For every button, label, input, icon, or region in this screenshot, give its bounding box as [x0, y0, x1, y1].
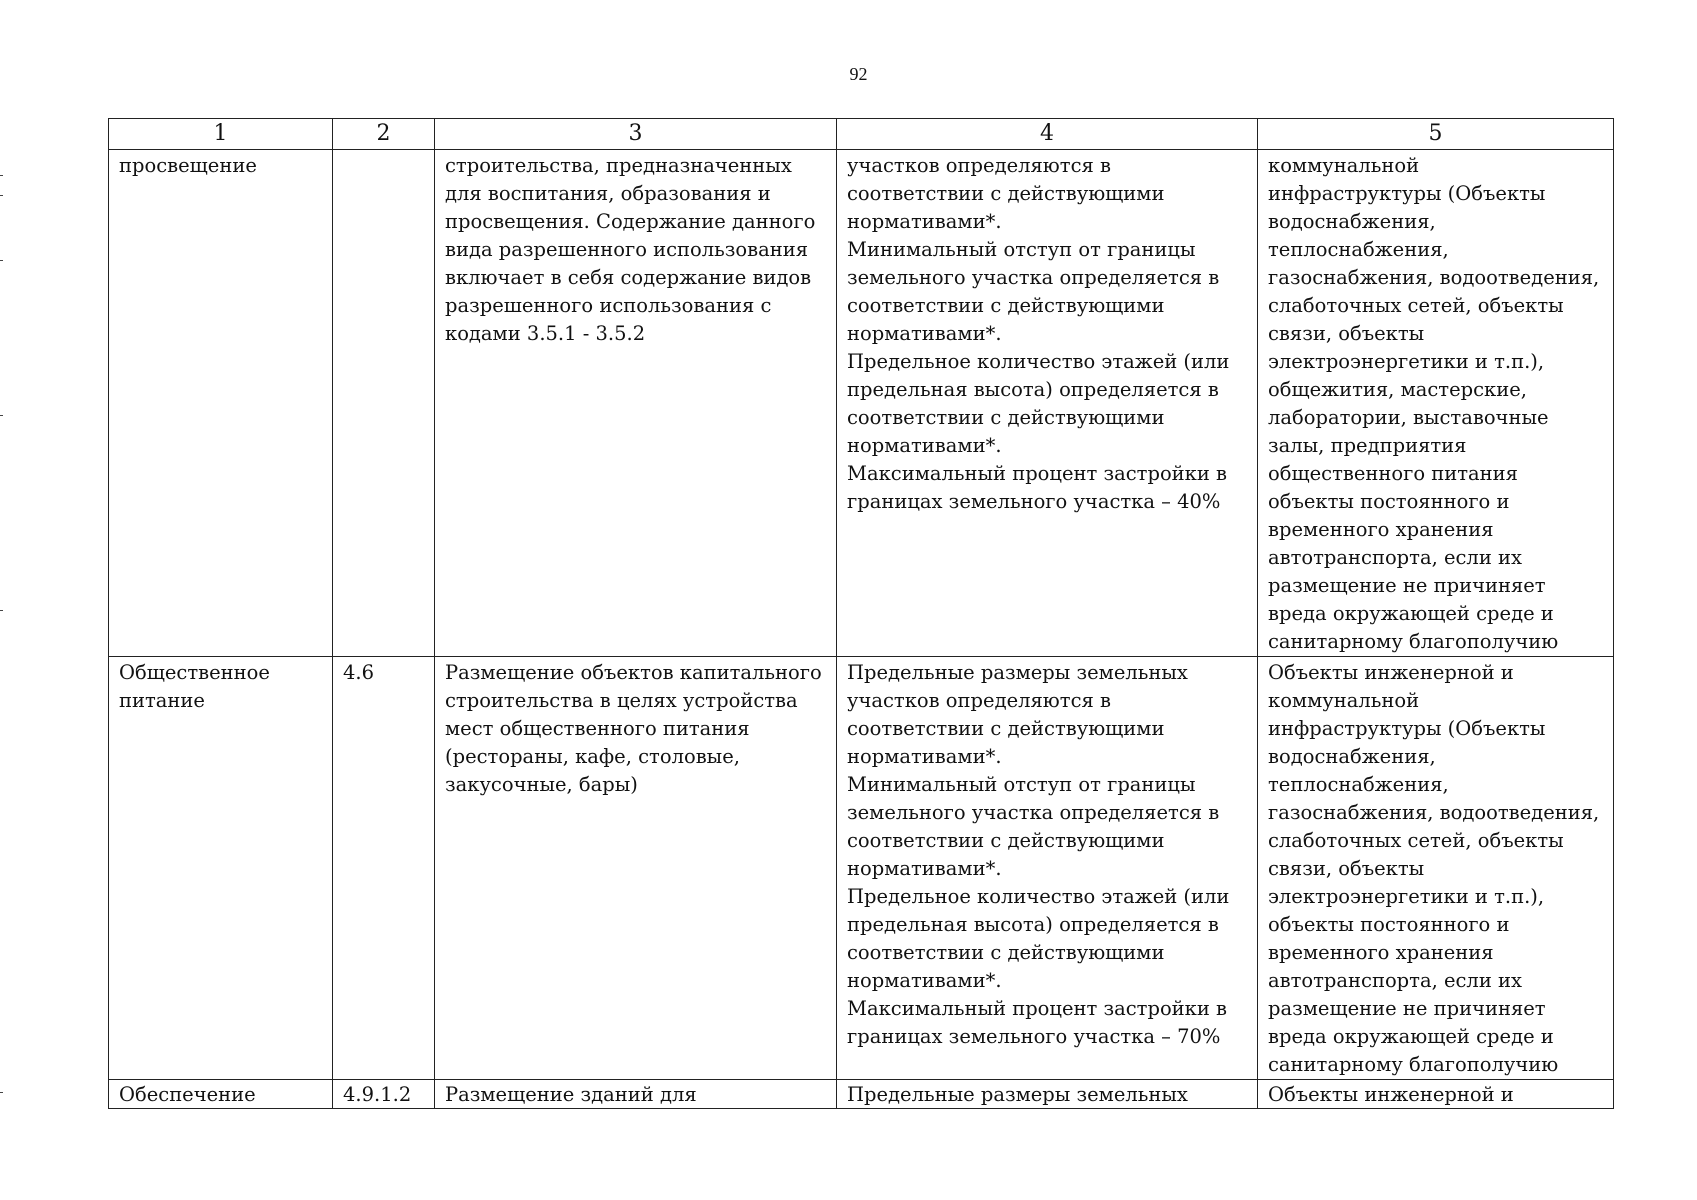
use-type-name: просвещение: [109, 150, 333, 657]
use-type-name: Общественное питание: [109, 657, 333, 1080]
column-header-3: 3: [435, 119, 837, 150]
use-type-parameters: участков определяются в соответствии с действующими нормативами*. Минимальный отступ от границы земельного участка определяется в соответствии с действующими нормативами*. Предельное количество этажей (или предельная высота) определяется в соответствии с действующими нормативами*. Максимальный процент застройки в границах земельного участка – 40%: [837, 150, 1258, 657]
regulations-table: [108, 118, 1614, 1109]
table-row: [109, 150, 1614, 657]
table-row: [109, 657, 1614, 1080]
table-header-row: [109, 119, 1614, 150]
use-type-code: 4.6: [333, 657, 435, 1080]
use-type-code: 4.9.1.2: [333, 1080, 435, 1109]
use-type-description: Размещение объектов капитального строительства в целях устройства мест общественного питания (рестораны, кафе, столовые, закусочные, бары): [435, 657, 837, 1080]
use-type-name: Обеспечение: [109, 1080, 333, 1109]
use-type-parameters: Предельные размеры земельных: [837, 1080, 1258, 1109]
column-header-4: 4: [837, 119, 1258, 150]
column-header-2: 2: [333, 119, 435, 150]
use-type-auxiliary: коммунальной инфраструктуры (Объекты водоснабжения, теплоснабжения, газоснабжения, водоотведения, слаботочных сетей, объекты связи, объекты электроэнергетики и т.п.), общежития, мастерские, лаборатории, выставочные залы, предприятия общественного питания объекты постоянного и временного хранения автотранспорта, если их размещение не причиняет вреда окружающей среде и санитарному благополучию: [1258, 150, 1614, 657]
use-type-description: строительства, предназначенных для воспитания, образования и просвещения. Содержание данного вида разрешенного использования включает в себя содержание видов разрешенного использования с кодами 3.5.1 - 3.5.2: [435, 150, 837, 657]
use-type-description: Размещение зданий для: [435, 1080, 837, 1109]
use-type-auxiliary: Объекты инженерной и коммунальной инфраструктуры (Объекты водоснабжения, теплоснабжения, газоснабжения, водоотведения, слаботочных сетей, объекты связи, объекты электроэнергетики и т.п.), объекты постоянного и временного хранения автотранспорта, если их размещение не причиняет вреда окружающей среде и санитарному благополучию: [1258, 657, 1614, 1080]
use-type-parameters: Предельные размеры земельных участков определяются в соответствии с действующими нормативами*. Минимальный отступ от границы земельного участка определяется в соответствии с действующими нормативами*. Предельное количество этажей (или предельная высота) определяется в соответствии с действующими нормативами*. Максимальный процент застройки в границах земельного участка – 70%: [837, 657, 1258, 1080]
column-header-1: 1: [109, 119, 333, 150]
page-number: 92: [849, 64, 868, 84]
table-row: [109, 1080, 1614, 1109]
column-header-5: 5: [1258, 119, 1614, 150]
use-type-auxiliary: Объекты инженерной и: [1258, 1080, 1614, 1109]
use-type-code: [333, 150, 435, 657]
